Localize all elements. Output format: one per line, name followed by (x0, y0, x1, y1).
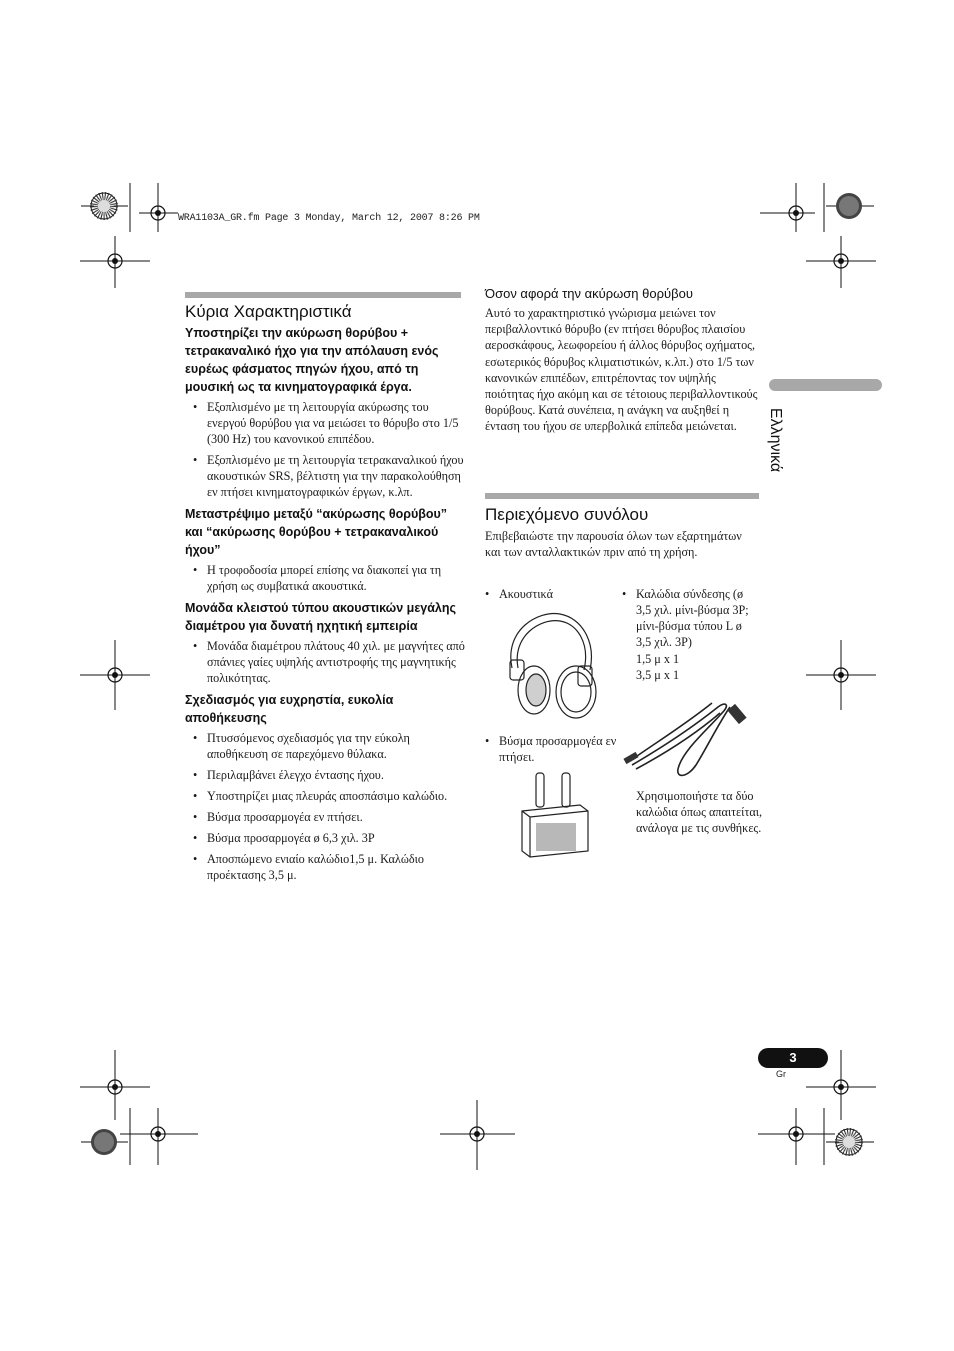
language-label: Ελληνικά (767, 407, 784, 473)
list-item: • Μονάδα διαμέτρου πλάτους 40 χιλ. με μαγνήτες από σπάνιες γαίες υψηλής αντιστροφής της μαγνητικής πολικότητας. (185, 638, 465, 686)
noise-cancel-heading: Όσον αφορά την ακύρωση θορύβου (485, 286, 693, 301)
item-cables: • Καλώδια σύνδεσης (ø 3,5 χιλ. μίνι-βύσμα 3P; μίνι-βύσμα τύπου L ø 3,5 χιλ. 3P) (614, 586, 760, 650)
noise-cancel-text: Αυτό το χαρακτηριστικό γνώρισμα μειώνει τον περιβαλλοντικό θόρυβο (εν πτήσει θόρυβος πλαισίου αεροσκάφους, λεωφορείου ή άλλος θόρυβος οχήματος, εσωτερικός θόρυβος κλιματιστικών, κ.λπ.) στο 1/5 των κανονικών επιπέδων, επιτρέποντας τον υψηλής ποιότητας ήχο ακόμη και σε τέτοιους περιβαλλοντικούς θορύβους. Κατά συνέπεια, η ανάγκη να αυξηθεί η ένταση του ήχου σε υπερβολικά επίπεδα μειώνεται. (485, 306, 758, 434)
feature-heading: Μονάδα κλειστού τύπου ακουστικών μεγάλης διαμέτρου για δυνατή ηχητική εμπειρία (185, 601, 456, 633)
package-contents-title: Περιεχόμενο συνόλου (485, 505, 649, 524)
feature-heading: Σχεδιασμός για ευχρηστία, ευκολία αποθήκευσης (185, 693, 394, 725)
item-headphones: • Ακουστικά (477, 586, 617, 602)
list-item: • Υποστηρίζει μιας πλευράς αποσπάσιμο καλώδιο. (185, 788, 465, 804)
list-item: • Εξοπλισμένο με τη λειτουργία ακύρωσης του ενεργού θορύβου για να μειώσει το θόρυβο στο 1/5 (300 Hz) του κανονικού επιπέδου. (185, 399, 465, 447)
cable-usage-note: Χρησιμοποιήστε τα δύο καλώδια όπως απαιτείται, ανάλογα με τις συνθήκες. (636, 789, 763, 836)
file-info-header: WRA1103A_GR.fm Page 3 Monday, March 12, 2007 8:26 PM (178, 213, 480, 224)
headphones-illustration (498, 608, 600, 720)
cable-illustration (622, 685, 758, 785)
page-number: 3 (758, 1048, 828, 1068)
list-item: • Αποσπώμενο ενιαίο καλώδιο1,5 μ. Καλώδιο προέκτασης 3,5 μ. (185, 851, 465, 883)
features-list (185, 324, 465, 888)
list-item: • Η τροφοδοσία μπορεί επίσης να διακοπεί για τη χρήση ως συμβατικά ακουστικά. (185, 562, 465, 594)
list-item: • Βύσμα προσαρμογέα ø 6,3 χιλ. 3P (185, 830, 465, 846)
list-item: • Πτυσσόμενος σχεδιασμός για την εύκολη αποθήκευση σε παρεχόμενο θύλακα. (185, 730, 465, 762)
feature-heading: Υποστηρίζει την ακύρωση θορύβου + τετρακαναλικό ήχο για την απόλαυση ενός ευρέως φάσματος πηγών ήχου, από τη μουσική ως τα κινηματογραφικά έργα. (185, 326, 439, 394)
list-item: • Βύσμα προσαρμογέα εν πτήσει. (185, 809, 465, 825)
list-item: • Εξοπλισμένο με τη λειτουργία τετρακαναλικού ήχου ακουστικών SRS, βέλτιστη για την παρακολούθηση εν πτήσει κινηματογραφικών έργων, κ.λπ. (185, 452, 465, 500)
section-bar (485, 493, 759, 499)
cable-length-2: 3,5 μ x 1 (636, 668, 680, 682)
cable-length-1: 1,5 μ x 1 (636, 652, 680, 666)
flight-adapter-illustration (518, 771, 590, 861)
section-bar (185, 292, 461, 298)
package-contents-intro: Επιβεβαιώστε την παρουσία όλων των εξαρτημάτων και των ανταλλακτικών πριν από τη χρήση. (485, 529, 742, 560)
page-language-code: Gr (776, 1069, 786, 1079)
list-item: • Περιλαμβάνει έλεγχο έντασης ήχου. (185, 767, 465, 783)
main-features-title: Κύρια Χαρακτηριστικά (185, 302, 352, 321)
feature-heading: Μεταστρέψιμο μεταξύ “ακύρωσης θορύβου” και “ακύρωσης θορύβου + τετρακαναλικού ήχου” (185, 507, 448, 557)
language-tab (769, 379, 882, 391)
item-flight-adapter: • Βύσμα προσαρμογέα εν πτήσει. (477, 733, 617, 765)
